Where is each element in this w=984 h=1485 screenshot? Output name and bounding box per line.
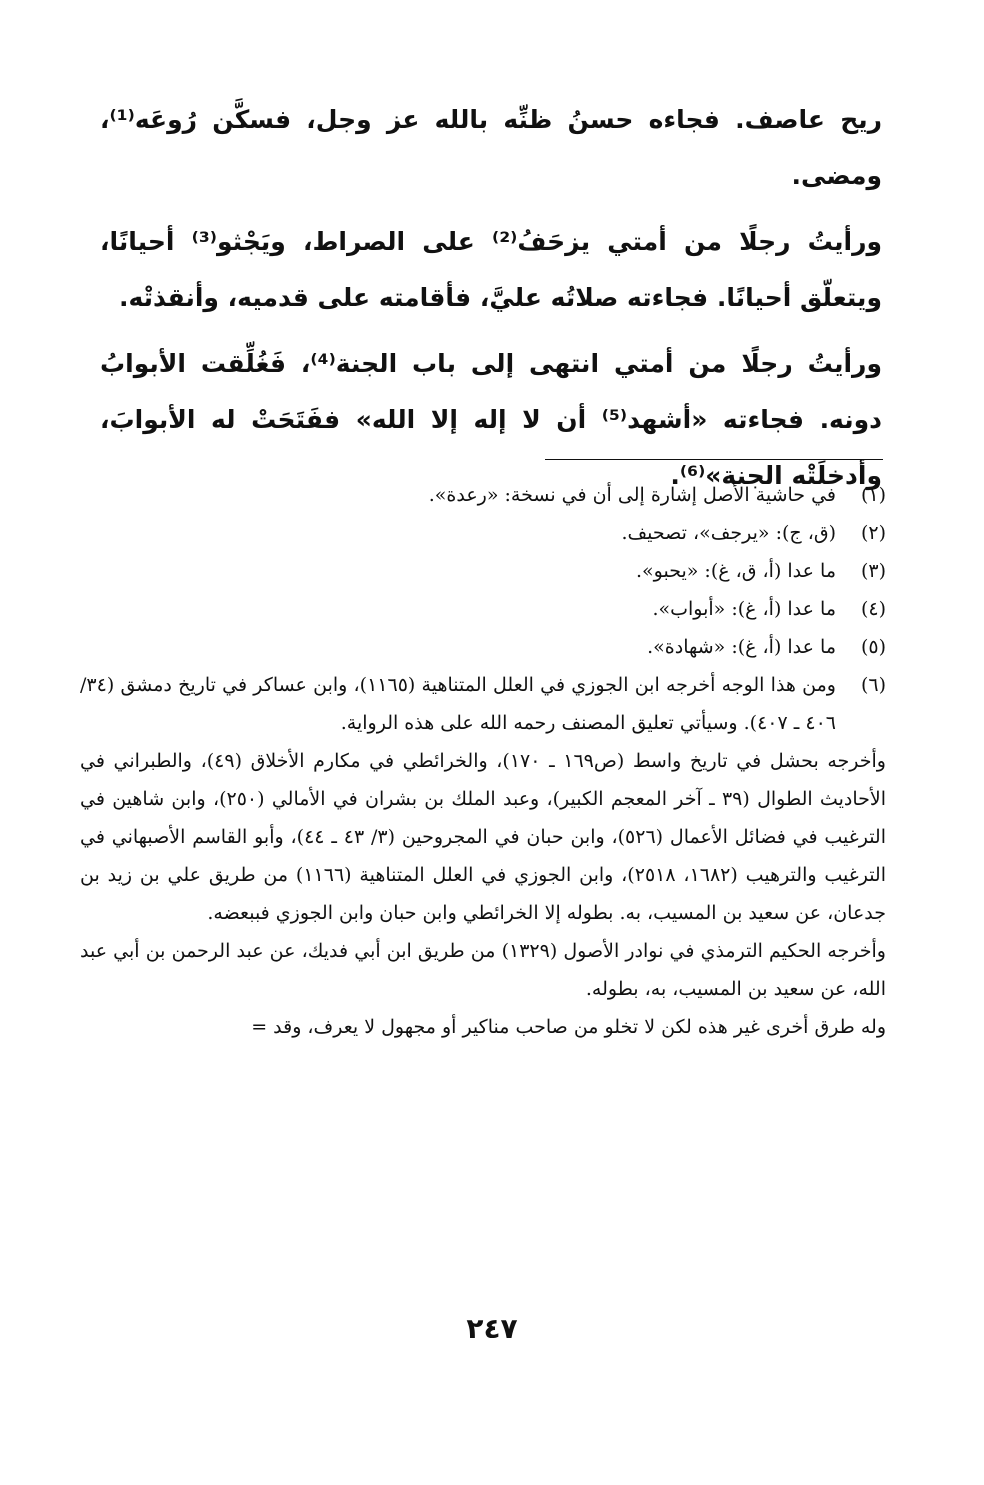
footnote-text: ما عدا (أ، غ): «شهادة». <box>647 636 836 658</box>
footnote-text: ومن هذا الوجه أخرجه ابن الجوزي في العلل المتناهية (١١٦٥)، وابن عساكر في تاريخ دمشق (٣٤/ ٤٠٦ ـ ٤٠٧). وسيأتي تعليق المصنف رحمه الله على هذه الرواية. <box>80 674 836 734</box>
footnote-text: ما عدا (أ، ق، غ): «يحبو». <box>636 560 836 582</box>
main-text <box>100 92 882 504</box>
main-paragraph-2: ورأيتُ رجلًا من أمتي يزحَفُ⁽²⁾ على الصراط، ويَجْثو⁽³⁾ أحيانًا، ويتعلّق أحيانًا. فجاءته صلاتُه عليَّ، فأقامته على قدميه، وأنقذتْه. <box>100 227 882 312</box>
main-paragraph-3: ورأيتُ رجلًا من أمتي انتهى إلى باب الجنة⁽⁴⁾، فَغُلِّقت الأبوابُ دونه. فجاءته «أشهد⁽⁵⁾ أن لا إله إلا الله» ففَتَحَتْ له الأبوابَ، وأدخلَتْه الجنة»⁽⁶⁾. <box>100 349 882 490</box>
footnote-paragraph: وأخرجه بحشل في تاريخ واسط (ص١٦٩ ـ ١٧٠)، والخرائطي في مكارم الأخلاق (٤٩)، والطبراني في الأحاديث الطوال (٣٩ ـ آخر المعجم الكبير)، وعبد الملك بن بشران في الأمالي (٢٥٠)، وابن شاهين في الترغيب في فضائل الأعمال (٥٢٦)، وابن حبان في المجروحين (٣/ ٤٣ ـ ٤٤)، وأبو القاسم الأصبهاني في الترغيب والترهيب (١٦٨٢، ٢٥١٨)، وابن الجوزي في العلل المتناهية (١١٦٦) من طريق علي بن زيد بن جدعان، عن سعيد بن المسيب، به. بطوله إلا الخرائطي وابن حبان وابن الجوزي فببعضه. <box>80 750 886 924</box>
footnote-1 <box>80 476 886 514</box>
footnote-number: (٦) <box>860 674 886 696</box>
footnote-2 <box>80 514 886 552</box>
footnote-paragraph: وأخرجه الحكيم الترمذي في نوادر الأصول (١٣٢٩) من طريق ابن أبي فديك، عن عبد الرحمن بن أبي عبد الله، عن سعيد بن المسيب، به، بطوله. <box>80 940 886 1000</box>
footnote-number: (٢) <box>860 522 886 544</box>
footnote-paragraph: وله طرق أخرى غير هذه لكن لا تخلو من صاحب مناكير أو مجهول لا يعرف، وقد = <box>251 1016 886 1038</box>
footnote-number: (١) <box>860 484 886 506</box>
footnotes <box>80 476 886 1046</box>
footnote-4 <box>80 590 886 628</box>
footnote-text: ما عدا (أ، غ): «أبواب». <box>652 598 836 620</box>
footnote-6-continuation <box>80 742 886 1046</box>
main-paragraph-1: ريح عاصف. فجاءه حسنُ ظنِّه بالله عز وجل، فسكَّن رُوعَه⁽¹⁾، ومضى. <box>100 105 882 190</box>
footnote-text: (ق، ج): «يرجف»، تصحيف. <box>621 522 836 544</box>
footnote-5 <box>80 628 886 666</box>
page-number: ٢٤٧ <box>466 1312 518 1345</box>
footnote-6 <box>80 666 886 742</box>
footnote-number: (٣) <box>860 560 886 582</box>
footnote-number: (٤) <box>860 598 886 620</box>
footnote-text: في حاشية الأصل إشارة إلى أن في نسخة: «رعدة». <box>428 484 836 506</box>
footnote-3 <box>80 552 886 590</box>
footnote-separator <box>545 459 883 460</box>
footnote-number: (٥) <box>860 636 886 658</box>
